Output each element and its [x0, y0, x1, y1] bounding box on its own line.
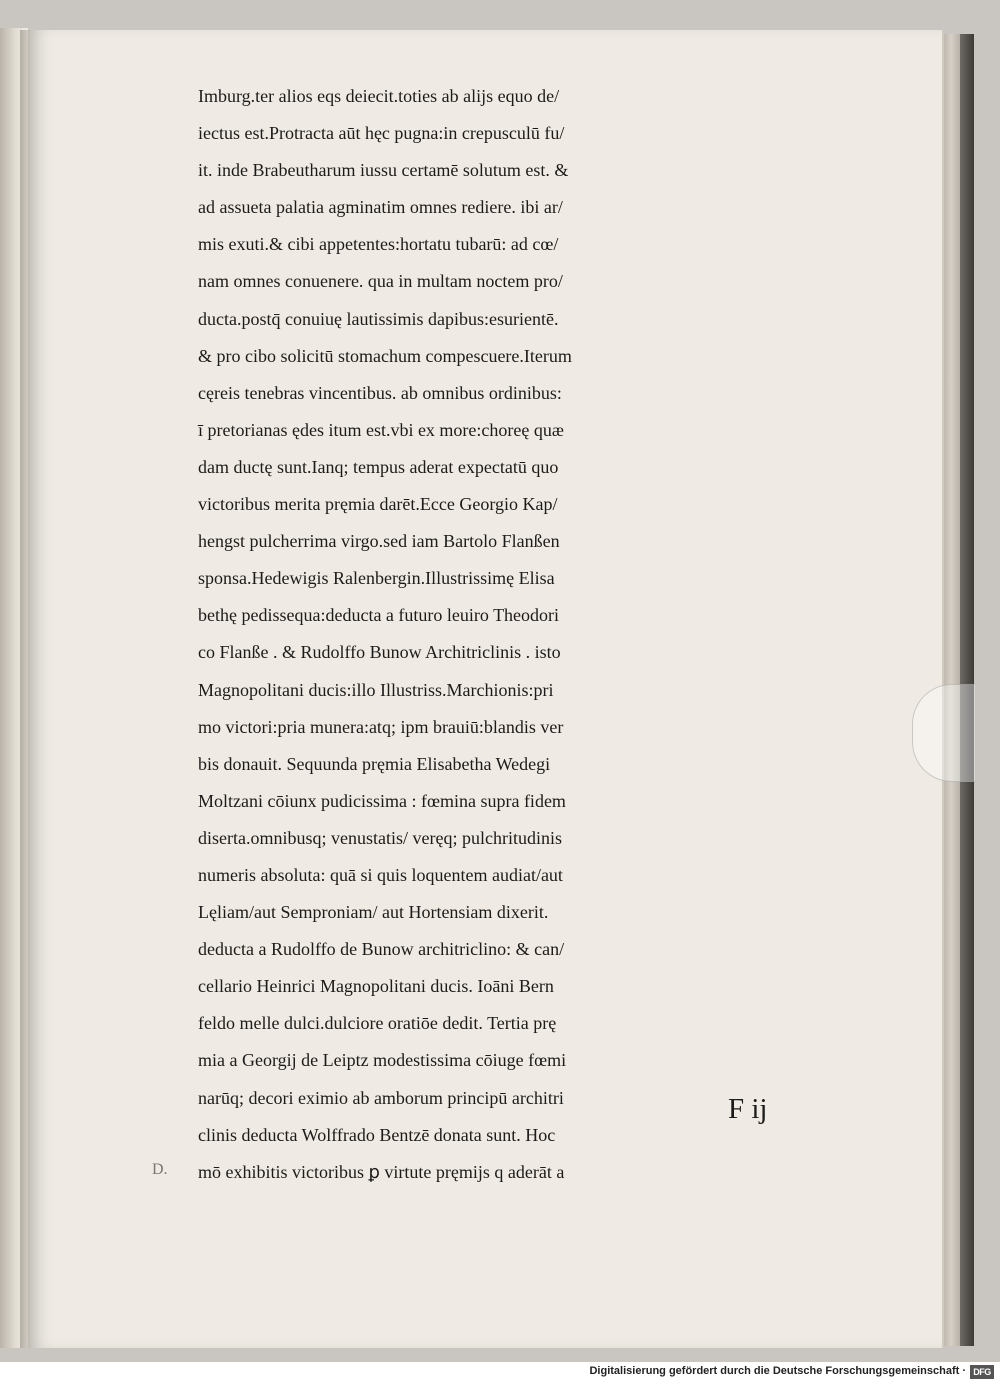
text-line: hengst pulcherrima virgo.sed iam Bartolo Flanßen [198, 531, 560, 552]
text-line: it. inde Brabeutharum iussu certamē solutum est. & [198, 160, 569, 181]
bookmark-tab [912, 684, 975, 782]
text-line: diserta.omnibusq; venustatis/ veręq; pulchritudinis [198, 827, 562, 848]
text-line: feldo melle dulci.dulciore oratiōe dedit. Tertia prę [198, 1013, 557, 1034]
text-line: numeris absoluta: quā si quis loquentem audiat/aut [198, 864, 563, 885]
text-line: clinis deducta Wolffrado Bentzē donata sunt. Hoc [198, 1124, 556, 1145]
text-line: dam ductę sunt.Ianq; tempus aderat expectatū quo [198, 456, 559, 477]
text-line: bis donauit. Sequunda pręmia Elisabetha Wedegi [198, 753, 551, 774]
text-line: co Flanße . & Rudolffo Bunow Architriclinis . isto [198, 642, 561, 663]
text-line: narūq; decori eximio ab amborum principū architri [198, 1087, 564, 1108]
text-line: sponsa.Hedewigis Ralenbergin.Illustrissimę Elisa [198, 568, 555, 589]
text-line: victoribus merita pręmia darēt.Ecce Georgio Kap/ [198, 494, 558, 515]
text-line: nam omnes conuenere. qua in multam noctem pro/ [198, 271, 563, 292]
text-line: bethę pedissequa:deducta a futuro leuiro Theodori [198, 605, 560, 626]
text-line: Lęliam/aut Semproniam/ aut Hortensiam dixerit. [198, 902, 549, 923]
text-line: Magnopolitani ducis:illo Illustriss.Marchionis:pri [198, 679, 554, 700]
text-line: cęreis tenebras vincentibus. ab omnibus ordinibus: [198, 382, 562, 403]
footer-credit: Digitalisierung gefördert durch die Deutsche Forschungsgemeinschaft · [589, 1365, 966, 1377]
text-line: cellario Heinrici Magnopolitani ducis. Ioāni Bern [198, 976, 554, 997]
text-line: ad assueta palatia agminatim omnes rediere. ibi ar/ [198, 197, 563, 218]
text-line: deducta a Rudolffo de Bunow architriclino: & can/ [198, 939, 565, 960]
text-line: mo victori:pria munera:atq; ipm brauiū:blandis ver [198, 716, 564, 737]
text-line: ducta.postq̄ conuiuę lautissimis dapibus:esurientē. [198, 308, 559, 329]
text-line: iectus est.Protracta aūt hęc pugna:in crepusculū fu/ [198, 123, 565, 144]
body-text [198, 78, 878, 1191]
text-line: ī pretorianas ędes itum est.vbi ex more:choreę quæ [198, 419, 564, 440]
signature-mark: F ij [728, 1093, 768, 1125]
text-line: Moltzani cōiunx pudicissima : fœmina supra fidem [198, 790, 566, 811]
text-line: Imburg.ter alios eqs deiecit.toties ab alijs equo de/ [198, 86, 560, 106]
text-line: & pro cibo solicitū stomachum compescuere.Iterum [198, 345, 572, 366]
footer-bar [0, 1362, 1000, 1384]
dfg-logo: DFG [970, 1365, 994, 1379]
text-line: mia a Georgij de Leiptz modestissima cōiuge fœmi [198, 1050, 567, 1071]
page-annotation: D. [152, 1161, 168, 1178]
text-line: mis exuti.& cibi appetentes:hortatu tubarū: ad cœ/ [198, 234, 559, 255]
text-line: mō exhibitis victoribus ꝑ virtute pręmijs q aderāt a [198, 1161, 565, 1182]
